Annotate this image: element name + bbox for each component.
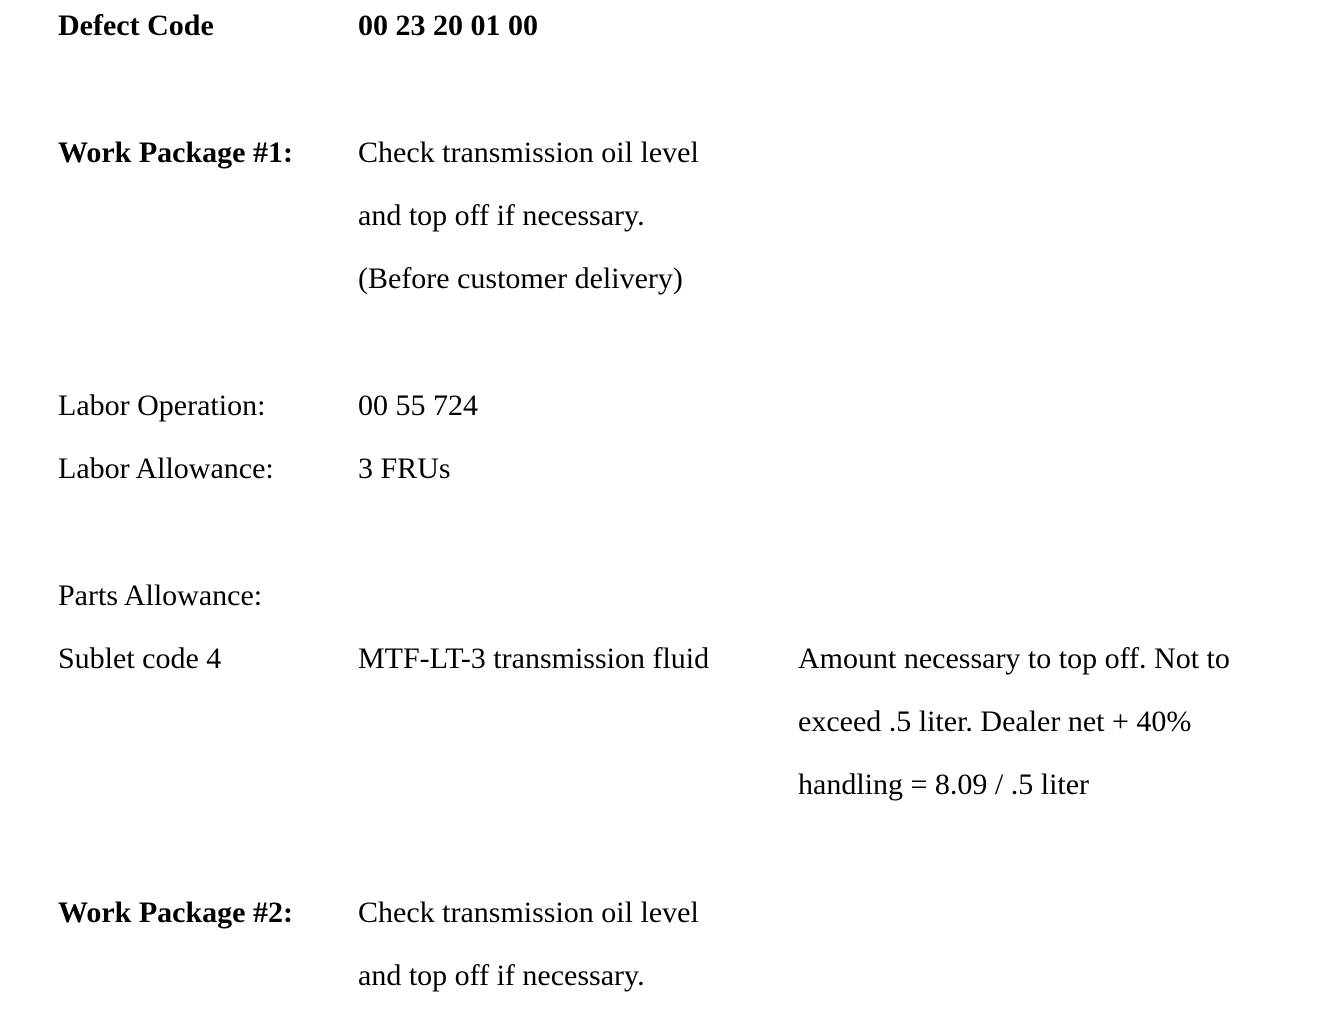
defect-code-label: Defect Code	[58, 9, 214, 42]
sublet-part: MTF-LT-3 transmission fluid	[358, 642, 710, 675]
work-package-1-line-3: (Before customer delivery)	[358, 262, 683, 295]
labor-operation-label: Labor Operation:	[58, 389, 266, 422]
sublet-note-line-1: Amount necessary to top off. Not to	[798, 642, 1230, 675]
sublet-note-line-3: handling = 8.09 / .5 liter	[798, 768, 1090, 801]
work-package-1-line-1: Check transmission oil level	[358, 136, 699, 169]
parts-allowance-label: Parts Allowance:	[58, 579, 263, 612]
work-package-1-label: Work Package #1:	[58, 136, 293, 169]
work-package-2-line-2: and top off if necessary.	[358, 959, 645, 992]
labor-allowance-value: 3 FRUs	[358, 452, 451, 485]
work-package-1-line-2: and top off if necessary.	[358, 199, 645, 232]
labor-allowance-label: Labor Allowance:	[58, 452, 274, 485]
defect-code-value: 00 23 20 01 00	[358, 9, 538, 42]
labor-operation-value: 00 55 724	[358, 389, 478, 422]
sublet-code-label: Sublet code 4	[58, 642, 222, 675]
work-package-2-label: Work Package #2:	[58, 896, 293, 929]
sublet-note-line-2: exceed .5 liter. Dealer net + 40%	[798, 705, 1192, 738]
work-package-2-line-1: Check transmission oil level	[358, 896, 699, 929]
